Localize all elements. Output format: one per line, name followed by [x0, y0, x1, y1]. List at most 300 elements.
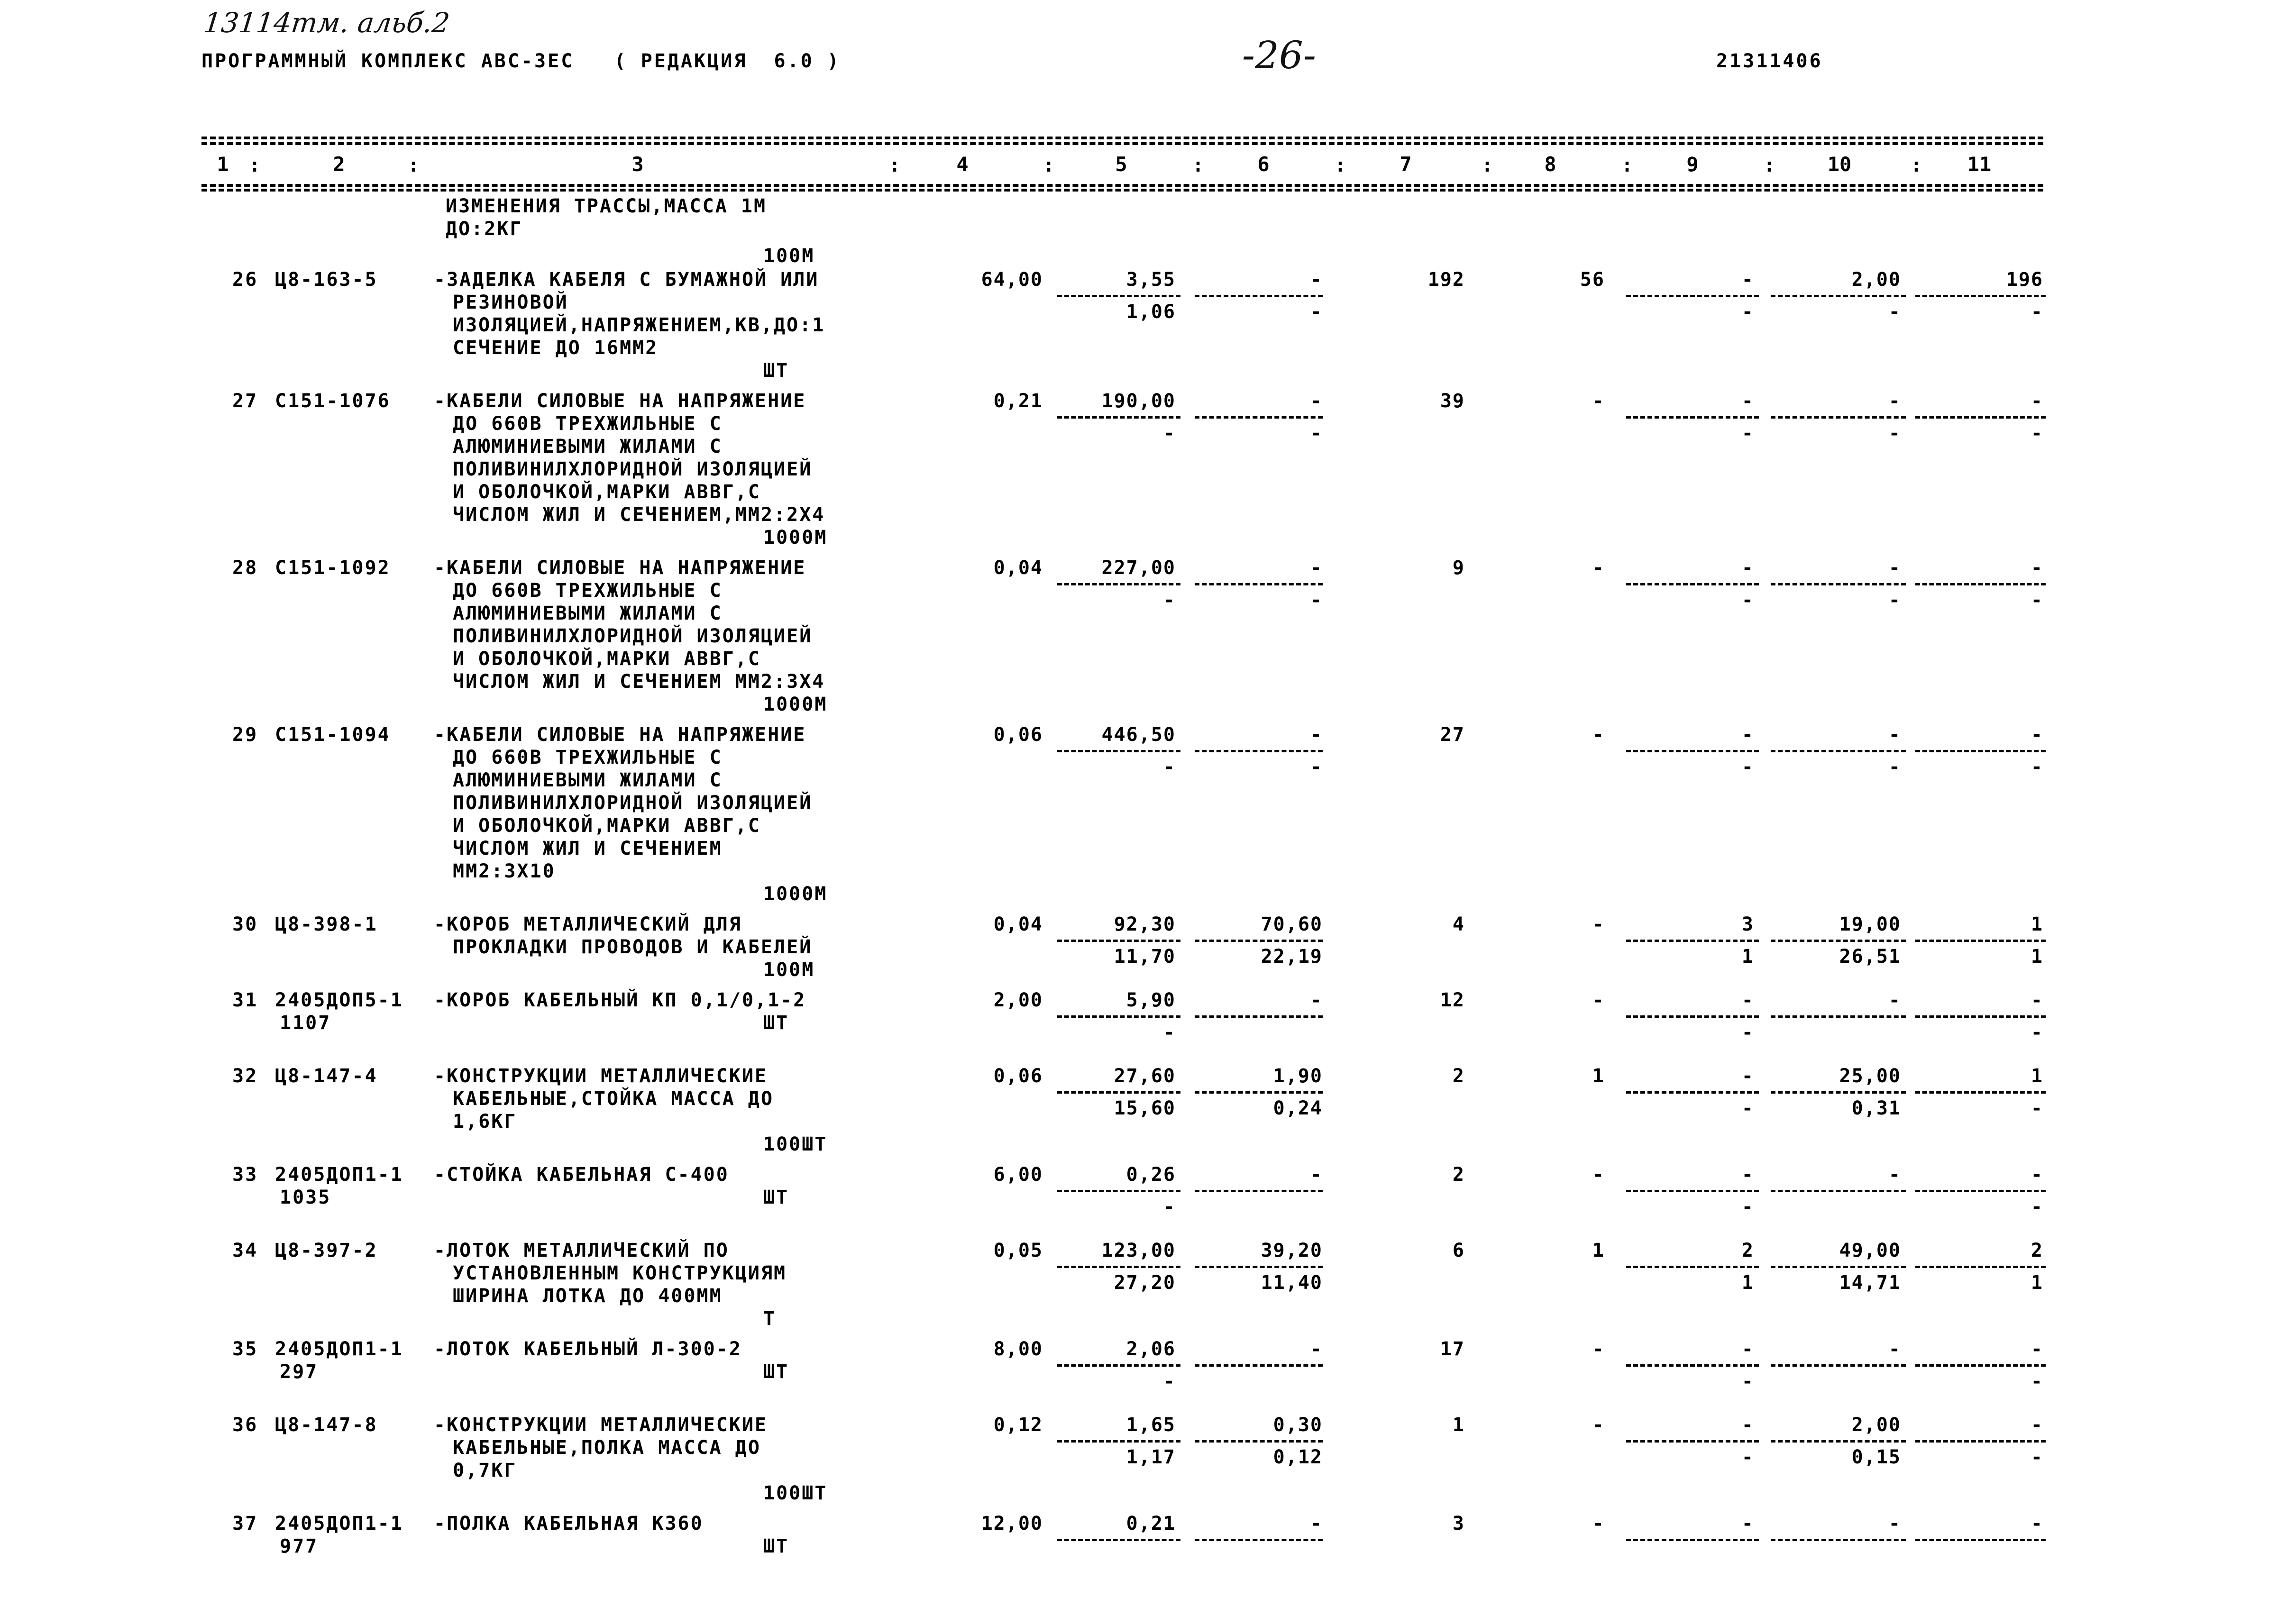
c6-fraction-line	[1195, 1364, 1323, 1367]
c5-top-value: 2,06	[1126, 1338, 1176, 1360]
description-line: ЧИСЛОМ ЖИЛ И СЕЧЕНИЕМ	[453, 838, 723, 859]
c10-top-value: -	[1888, 1164, 1901, 1186]
c11-top-value: -	[2031, 1164, 2043, 1186]
c5-bottom-value: -	[1163, 589, 1176, 611]
column-header-4: 4	[956, 153, 969, 176]
c6-fraction-line	[1195, 1015, 1323, 1018]
c6-bottom-value: -	[1310, 756, 1323, 778]
c6-top-value: -	[1310, 724, 1323, 746]
c11-bottom-value: -	[2031, 422, 2043, 444]
c5-fraction-line	[1057, 1364, 1180, 1367]
description-line: -КОРОБ МЕТАЛЛИЧЕСКИЙ ДЛЯ	[434, 913, 742, 935]
resource-code: Ц8-147-4	[275, 1065, 378, 1087]
c10-top-value: -	[1888, 1338, 1901, 1360]
description-line: ШИРИНА ЛОТКА ДО 400ММ	[453, 1285, 723, 1307]
c10-fraction-line	[1771, 1091, 1906, 1094]
c9-fraction-line	[1626, 1364, 1759, 1367]
c5-top-value: 0,26	[1126, 1164, 1176, 1186]
column-7-value: 17	[1440, 1338, 1465, 1360]
c11-fraction-line	[1915, 295, 2046, 297]
quantity-value: 2,00	[993, 989, 1043, 1011]
c10-fraction-line	[1771, 1015, 1906, 1018]
unit-of-measure: 1000М	[763, 883, 828, 905]
description-line: -КАБЕЛИ СИЛОВЫЕ НА НАПРЯЖЕНИЕ	[434, 724, 806, 746]
c10-bottom-value: 0,15	[1851, 1446, 1901, 1468]
c5-top-value: 3,55	[1126, 269, 1176, 291]
c9-fraction-line	[1626, 1190, 1759, 1192]
description-line: -КОНСТРУКЦИИ МЕТАЛЛИЧЕСКИЕ	[434, 1414, 768, 1436]
c5-bottom-value: -	[1163, 1022, 1176, 1043]
column-8-value: -	[1592, 1338, 1605, 1360]
c11-top-value: -	[2031, 1338, 2043, 1360]
column-header-9: 9	[1686, 153, 1699, 176]
c11-fraction-line	[1915, 1440, 2046, 1443]
c6-fraction-line	[1195, 1190, 1323, 1192]
description-line: -ПОЛКА КАБЕЛЬНАЯ К360	[434, 1513, 704, 1534]
c6-fraction-line	[1195, 295, 1323, 297]
c10-top-value: 2,00	[1851, 269, 1901, 291]
unit-of-measure: 100М	[763, 959, 815, 981]
column-separator: :	[1335, 155, 1346, 176]
row-number: 32	[232, 1065, 258, 1087]
c5-top-value: 190,00	[1101, 390, 1176, 412]
c10-fraction-line	[1771, 416, 1906, 419]
quantity-value: 12,00	[981, 1513, 1043, 1534]
c10-top-value: -	[1888, 557, 1901, 579]
resource-code: 2405ДОП1-1	[275, 1513, 403, 1534]
c10-top-value: -	[1888, 390, 1901, 412]
c10-fraction-line	[1771, 583, 1906, 585]
c10-top-value: 19,00	[1839, 913, 1901, 935]
description-line: АЛЮМИНИЕВЫМИ ЖИЛАМИ С	[453, 603, 723, 624]
c6-bottom-value: 0,12	[1273, 1446, 1323, 1468]
resource-code: 2405ДОП1-1	[275, 1338, 403, 1360]
c10-bottom-value: -	[1888, 589, 1901, 611]
c6-top-value: -	[1310, 269, 1323, 291]
c10-bottom-value: 0,31	[1851, 1097, 1901, 1119]
c6-top-value: -	[1310, 1513, 1323, 1534]
column-8-value: 1	[1592, 1065, 1605, 1087]
c6-bottom-value: -	[1310, 301, 1323, 323]
column-7-value: 6	[1452, 1240, 1465, 1261]
c5-bottom-value: 11,70	[1114, 946, 1176, 968]
column-separator: :	[1482, 155, 1493, 176]
row-number: 36	[232, 1414, 258, 1436]
c5-fraction-line	[1057, 750, 1180, 752]
description-line: ПОЛИВИНИЛХЛОРИДНОЙ ИЗОЛЯЦИЕЙ	[453, 458, 813, 480]
c6-fraction-line	[1195, 1440, 1323, 1443]
resource-code: Ц8-398-1	[275, 913, 378, 935]
column-header-11: 11	[1967, 153, 1992, 176]
c5-bottom-value: -	[1163, 756, 1176, 778]
c11-top-value: 196	[2006, 269, 2043, 291]
resource-code: 2405ДОП5-1	[275, 989, 403, 1011]
c11-fraction-line	[1915, 1091, 2046, 1094]
unit-of-measure: 1000М	[763, 694, 828, 715]
c10-top-value: -	[1888, 724, 1901, 746]
row-number: 27	[232, 390, 258, 412]
column-header-7: 7	[1400, 153, 1412, 176]
c11-bottom-value: -	[2031, 756, 2043, 778]
quantity-value: 0,12	[993, 1414, 1043, 1436]
c9-top-value: -	[1741, 1065, 1754, 1087]
c5-fraction-line	[1057, 416, 1180, 419]
column-8-value: -	[1592, 557, 1605, 579]
c11-top-value: -	[2031, 1513, 2043, 1534]
column-header-6: 6	[1257, 153, 1270, 176]
c9-bottom-value: 1	[1741, 946, 1754, 968]
description-line: ЧИСЛОМ ЖИЛ И СЕЧЕНИЕМ,ММ2:2Х4	[453, 504, 825, 526]
c11-bottom-value: -	[2031, 1022, 2043, 1043]
description-line: -СТОЙКА КАБЕЛЬНАЯ С-400	[434, 1164, 729, 1186]
c5-bottom-value: 27,20	[1114, 1272, 1176, 1294]
c6-top-value: 1,90	[1273, 1065, 1323, 1087]
c10-top-value: 49,00	[1839, 1240, 1901, 1261]
c11-fraction-line	[1915, 1266, 2046, 1268]
column-header-2: 2	[333, 153, 345, 176]
c5-bottom-value: -	[1163, 422, 1176, 444]
page-number: -26-	[1242, 33, 1316, 77]
c9-fraction-line	[1626, 1440, 1759, 1443]
c5-fraction-line	[1057, 1539, 1180, 1541]
quantity-value: 64,00	[981, 269, 1043, 291]
quantity-value: 6,00	[993, 1164, 1043, 1186]
c9-fraction-line	[1626, 750, 1759, 752]
c9-fraction-line	[1626, 940, 1759, 942]
c9-bottom-value: -	[1741, 422, 1754, 444]
description-line: КАБЕЛЬНЫЕ,СТОЙКА МАССА ДО	[453, 1088, 774, 1110]
c10-fraction-line	[1771, 1539, 1906, 1541]
c9-bottom-value: 1	[1741, 1272, 1754, 1294]
unit-of-measure: ШТ	[763, 360, 789, 382]
c5-fraction-line	[1057, 583, 1180, 585]
c10-top-value: 2,00	[1851, 1414, 1901, 1436]
c9-fraction-line	[1626, 1015, 1759, 1018]
c10-fraction-line	[1771, 1440, 1906, 1443]
c6-bottom-value: 0,24	[1273, 1097, 1323, 1119]
c11-top-value: -	[2031, 724, 2043, 746]
c5-top-value: 0,21	[1126, 1513, 1176, 1534]
c11-fraction-line	[1915, 583, 2046, 585]
quantity-value: 0,21	[993, 390, 1043, 412]
c11-fraction-line	[1915, 940, 2046, 942]
column-header-3: 3	[631, 153, 644, 176]
column-7-value: 9	[1452, 557, 1465, 579]
row-number: 30	[232, 913, 258, 935]
document-code: 21311406	[1716, 50, 1823, 72]
c6-fraction-line	[1195, 750, 1323, 752]
quantity-value: 0,06	[993, 1065, 1043, 1087]
c5-top-value: 5,90	[1126, 989, 1176, 1011]
c9-bottom-value: -	[1741, 301, 1754, 323]
c5-fraction-line	[1057, 1015, 1180, 1018]
c10-top-value: -	[1888, 989, 1901, 1011]
table-header-rule	[201, 184, 2043, 187]
c6-top-value: 70,60	[1261, 913, 1323, 935]
column-8-value: -	[1592, 1513, 1605, 1534]
c6-fraction-line	[1195, 583, 1323, 585]
c5-fraction-line	[1057, 940, 1180, 942]
c11-top-value: 1	[2031, 913, 2043, 935]
description-line: АЛЮМИНИЕВЫМИ ЖИЛАМИ С	[453, 436, 723, 457]
c9-top-value: -	[1741, 1338, 1754, 1360]
column-7-value: 27	[1440, 724, 1465, 746]
c6-top-value: -	[1310, 989, 1323, 1011]
c10-fraction-line	[1771, 1364, 1906, 1367]
c11-top-value: -	[2031, 557, 2043, 579]
description-line: АЛЮМИНИЕВЫМИ ЖИЛАМИ С	[453, 769, 723, 791]
column-7-value: 12	[1440, 989, 1465, 1011]
c5-top-value: 446,50	[1101, 724, 1176, 746]
c5-top-value: 1,65	[1126, 1414, 1176, 1436]
c6-bottom-value: -	[1310, 422, 1323, 444]
c6-top-value: 0,30	[1273, 1414, 1323, 1436]
c5-bottom-value: 15,60	[1114, 1097, 1176, 1119]
c10-bottom-value: -	[1888, 756, 1901, 778]
description-line: КАБЕЛЬНЫЕ,ПОЛКА МАССА ДО	[453, 1437, 761, 1459]
resource-code: С151-1092	[275, 557, 391, 579]
row-number: 37	[232, 1513, 258, 1534]
c9-bottom-value: -	[1741, 1370, 1754, 1392]
c9-top-value: -	[1741, 1414, 1754, 1436]
c6-top-value: 39,20	[1261, 1240, 1323, 1261]
column-7-value: 39	[1440, 390, 1465, 412]
row-number: 29	[232, 724, 258, 746]
c5-fraction-line	[1057, 1266, 1180, 1268]
c6-fraction-line	[1195, 1539, 1323, 1541]
resource-code: Ц8-147-8	[275, 1414, 378, 1436]
c11-bottom-value: -	[2031, 301, 2043, 323]
column-header-8: 8	[1544, 153, 1556, 176]
unit-of-measure: ШТ	[763, 1187, 789, 1208]
c11-top-value: -	[2031, 989, 2043, 1011]
resource-code: С151-1076	[275, 390, 391, 412]
c6-bottom-value: 11,40	[1261, 1272, 1323, 1294]
description-line: РЕЗИНОВОЙ	[453, 292, 568, 313]
column-8-value: 1	[1592, 1240, 1605, 1261]
description-line: -КОНСТРУКЦИИ МЕТАЛЛИЧЕСКИЕ	[434, 1065, 768, 1087]
description-line: ПОЛИВИНИЛХЛОРИДНОЙ ИЗОЛЯЦИЕЙ	[453, 792, 813, 814]
c6-top-value: -	[1310, 1338, 1323, 1360]
quantity-value: 0,06	[993, 724, 1043, 746]
c11-fraction-line	[1915, 416, 2046, 419]
description-line: 0,7КГ	[453, 1460, 517, 1481]
c11-fraction-line	[1915, 1190, 2046, 1192]
c9-bottom-value: -	[1741, 589, 1754, 611]
column-7-value: 2	[1452, 1164, 1465, 1186]
resource-code: 2405ДОП1-1	[275, 1164, 403, 1186]
unit-of-measure: Т	[763, 1308, 777, 1330]
column-8-value: -	[1592, 913, 1605, 935]
c5-fraction-line	[1057, 1190, 1180, 1192]
column-header-10: 10	[1827, 153, 1852, 176]
resource-code: С151-1094	[275, 724, 391, 746]
description-line: ДО 660В ТРЕХЖИЛЬНЫЕ С	[453, 413, 723, 435]
column-7-value: 3	[1452, 1513, 1465, 1534]
table-header-rule-2	[201, 189, 2043, 192]
c11-bottom-value: -	[2031, 1196, 2043, 1218]
resource-code: Ц8-163-5	[275, 269, 378, 291]
c9-fraction-line	[1626, 1266, 1759, 1268]
c9-bottom-value: -	[1741, 1097, 1754, 1119]
c11-fraction-line	[1915, 1015, 2046, 1018]
column-header-1: 1	[217, 153, 229, 176]
c9-fraction-line	[1626, 416, 1759, 419]
c6-fraction-line	[1195, 1091, 1323, 1094]
column-8-value: -	[1592, 989, 1605, 1011]
c5-fraction-line	[1057, 1091, 1180, 1094]
c9-top-value: -	[1741, 269, 1754, 291]
c5-bottom-value: 1,17	[1126, 1446, 1176, 1468]
description-line: -ЗАДЕЛКА КАБЕЛЯ С БУМАЖНОЙ ИЛИ	[434, 269, 819, 291]
description-line: ЧИСЛОМ ЖИЛ И СЕЧЕНИЕМ ММ2:3Х4	[453, 671, 825, 693]
description-line: ИЗОЛЯЦИЕЙ,НАПРЯЖЕНИЕМ,КВ,ДО:1	[453, 314, 825, 336]
unit-of-measure: ШТ	[763, 1012, 789, 1034]
quantity-value: 8,00	[993, 1338, 1043, 1360]
column-separator: :	[1192, 155, 1204, 176]
column-8-value: -	[1592, 1414, 1605, 1436]
description-line: И ОБОЛОЧКОЙ,МАРКИ АВВГ,С	[453, 481, 761, 503]
c11-bottom-value: 1	[2031, 1272, 2043, 1294]
c11-bottom-value: 1	[2031, 946, 2043, 968]
column-separator: :	[249, 155, 261, 176]
resource-code: 977	[280, 1535, 319, 1557]
resource-code: 1107	[280, 1012, 331, 1034]
column-8-value: -	[1592, 1164, 1605, 1186]
c11-top-value: -	[2031, 1414, 2043, 1436]
c9-fraction-line	[1626, 1091, 1759, 1094]
c10-bottom-value: -	[1888, 422, 1901, 444]
description-line: 1,6КГ	[453, 1111, 517, 1132]
description-line: ДО 660В ТРЕХЖИЛЬНЫЕ С	[453, 580, 723, 602]
c10-fraction-line	[1771, 750, 1906, 752]
c9-top-value: -	[1741, 1164, 1754, 1186]
column-7-value: 192	[1427, 269, 1465, 291]
c5-fraction-line	[1057, 1440, 1180, 1443]
description-line: -ЛОТОК КАБЕЛЬНЫЙ Л-300-2	[434, 1338, 742, 1360]
c10-bottom-value: -	[1888, 301, 1901, 323]
column-8-value: -	[1592, 724, 1605, 746]
quantity-value: 0,04	[993, 557, 1043, 579]
c6-fraction-line	[1195, 940, 1323, 942]
c9-top-value: -	[1741, 989, 1754, 1011]
resource-code: 297	[280, 1361, 319, 1383]
row-number: 31	[232, 989, 258, 1011]
c5-top-value: 123,00	[1101, 1240, 1176, 1261]
column-7-value: 2	[1452, 1065, 1465, 1087]
description-line: -КАБЕЛИ СИЛОВЫЕ НА НАПРЯЖЕНИЕ	[434, 390, 806, 412]
c9-top-value: -	[1741, 724, 1754, 746]
c9-bottom-value: -	[1741, 1196, 1754, 1218]
column-separator: :	[1911, 155, 1922, 176]
c11-fraction-line	[1915, 1539, 2046, 1541]
c9-top-value: -	[1741, 1513, 1754, 1534]
unit-of-measure: ШТ	[763, 1535, 789, 1557]
c11-fraction-line	[1915, 750, 2046, 752]
c6-bottom-value: -	[1310, 589, 1323, 611]
c10-fraction-line	[1771, 295, 1906, 297]
c9-bottom-value: -	[1741, 1022, 1754, 1043]
row-number: 33	[232, 1164, 258, 1186]
c5-bottom-value: -	[1163, 1370, 1176, 1392]
description-line: УСТАНОВЛЕННЫМ КОНСТРУКЦИЯМ	[453, 1262, 787, 1284]
c11-top-value: 1	[2031, 1065, 2043, 1087]
c10-bottom-value: 26,51	[1839, 946, 1901, 968]
program-header: ПРОГРАММНЫЙ КОМПЛЕКС АВС-3ЕС ( РЕДАКЦИЯ 6.0 )	[201, 50, 841, 72]
c10-fraction-line	[1771, 1266, 1906, 1268]
c11-bottom-value: -	[2031, 1446, 2043, 1468]
handwritten-note: 13114тм. альб.2	[202, 7, 451, 39]
column-separator: :	[1621, 155, 1633, 176]
c6-top-value: -	[1310, 557, 1323, 579]
column-8-value: 56	[1580, 269, 1605, 291]
unit-of-measure: 100ШТ	[763, 1482, 828, 1504]
resource-code: Ц8-397-2	[275, 1240, 378, 1261]
description-line: ДО 660В ТРЕХЖИЛЬНЫЕ С	[453, 747, 723, 768]
row-number: 26	[232, 269, 258, 291]
description-line: И ОБОЛОЧКОЙ,МАРКИ АВВГ,С	[453, 648, 761, 670]
column-header-5: 5	[1115, 153, 1127, 176]
unit-of-measure: 1000М	[763, 527, 828, 548]
c11-bottom-value: -	[2031, 589, 2043, 611]
c9-bottom-value: -	[1741, 756, 1754, 778]
continuation-text: ИЗМЕНЕНИЯ ТРАССЫ,МАССА 1М	[446, 195, 767, 217]
c11-bottom-value: -	[2031, 1370, 2043, 1392]
description-line: -КАБЕЛИ СИЛОВЫЕ НА НАПРЯЖЕНИЕ	[434, 557, 806, 579]
continuation-text: ДО:2КГ	[446, 218, 523, 240]
description-line: ПОЛИВИНИЛХЛОРИДНОЙ ИЗОЛЯЦИЕЙ	[453, 625, 813, 647]
unit-of-measure: 100ШТ	[763, 1133, 828, 1155]
c6-bottom-value: 22,19	[1261, 946, 1323, 968]
c10-bottom-value: 14,71	[1839, 1272, 1901, 1294]
description-line: -КОРОБ КАБЕЛЬНЫЙ КП 0,1/0,1-2	[434, 989, 806, 1011]
c10-top-value: -	[1888, 1513, 1901, 1534]
c9-fraction-line	[1626, 1539, 1759, 1541]
c11-top-value: 2	[2031, 1240, 2043, 1261]
row-number: 35	[232, 1338, 258, 1360]
c9-fraction-line	[1626, 295, 1759, 297]
c10-fraction-line	[1771, 1190, 1906, 1192]
c5-top-value: 27,60	[1114, 1065, 1176, 1087]
c5-bottom-value: 1,06	[1126, 301, 1176, 323]
column-separator: :	[889, 155, 901, 176]
c9-bottom-value: -	[1741, 1446, 1754, 1468]
c5-top-value: 227,00	[1101, 557, 1176, 579]
c6-fraction-line	[1195, 1266, 1323, 1268]
c10-top-value: 25,00	[1839, 1065, 1901, 1087]
description-line: СЕЧЕНИЕ ДО 16ММ2	[453, 337, 659, 359]
c11-top-value: -	[2031, 390, 2043, 412]
row-number: 34	[232, 1240, 258, 1261]
quantity-value: 0,04	[993, 913, 1043, 935]
column-separator: :	[408, 155, 420, 176]
c11-fraction-line	[1915, 1364, 2046, 1367]
description-line: И ОБОЛОЧКОЙ,МАРКИ АВВГ,С	[453, 815, 761, 837]
table-top-rule	[201, 137, 2043, 139]
c9-top-value: -	[1741, 390, 1754, 412]
c11-bottom-value: -	[2031, 1097, 2043, 1119]
c9-top-value: 3	[1741, 913, 1754, 935]
column-7-value: 4	[1452, 913, 1465, 935]
description-line: ММ2:3Х10	[453, 860, 556, 882]
column-7-value: 1	[1452, 1414, 1465, 1436]
c5-bottom-value: -	[1163, 1196, 1176, 1218]
c6-top-value: -	[1310, 1164, 1323, 1186]
description-line: -ЛОТОК МЕТАЛЛИЧЕСКИЙ ПО	[434, 1240, 729, 1261]
c5-fraction-line	[1057, 295, 1180, 297]
column-separator: :	[1043, 155, 1055, 176]
continuation-unit: 100М	[763, 245, 815, 267]
